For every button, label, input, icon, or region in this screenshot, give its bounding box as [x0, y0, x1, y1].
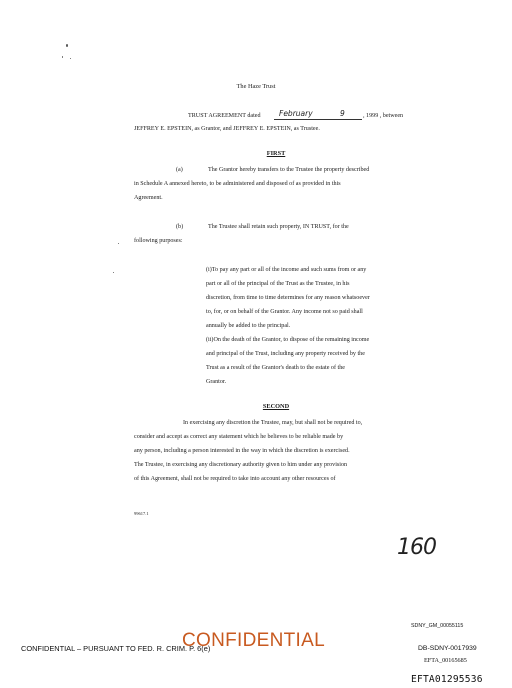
clause-i-line: (i)To pay any part or all of the income and such sums from or any: [206, 267, 367, 273]
agreement-lead: TRUST AGREEMENT dated: [188, 113, 261, 119]
document-code: 99617.1: [134, 511, 149, 516]
bates-efta-small: EFTA_00165685: [424, 657, 467, 664]
second-line: In exercising any discretion the Trustee, may, but shall not be required to,: [183, 420, 363, 426]
date-underline: [274, 119, 362, 120]
handwritten-page-number: 160: [397, 535, 436, 560]
scan-speck: [70, 58, 71, 59]
clause-i-line: to, for, or on behalf of the Grantor. Any income not so paid shall: [206, 309, 363, 315]
second-line: The Trustee, in exercising any discretionary authority given to him under any provision: [134, 462, 348, 468]
bates-efta-main: EFTA01295536: [411, 674, 483, 685]
second-line: of this Agreement, shall not be required to take into account any other resources of: [134, 476, 336, 482]
first-heading: FIRST: [266, 150, 286, 157]
para-b-line: following purposes:: [134, 238, 183, 244]
agreement-year: , 1999 , between: [363, 113, 404, 119]
scan-speck: [113, 272, 114, 273]
second-line: consider and accept as correct any statement which he believes to be reliable made by: [134, 434, 344, 440]
second-line: any person, including a person interested in the way in which the discretion is exercised.: [134, 448, 350, 454]
clause-ii-line: and principal of the Trust, including any property received by the: [206, 351, 365, 357]
para-b-label: (b): [176, 224, 184, 230]
bates-sdny-gm: SDNY_GM_00055115: [411, 623, 464, 629]
para-b-line: The Trustee shall retain such property, IN TRUST, for the: [208, 224, 349, 230]
parties-line: JEFFREY E. EPSTEIN, as Grantor, and JEFFREY E. EPSTEIN, as Trustee.: [134, 126, 320, 132]
para-a-line: in Schedule A annexed hereto, to be administered and disposed of as provided in this: [134, 181, 341, 187]
para-a-line: The Grantor hereby transfers to the Trustee the property described: [208, 167, 370, 173]
clause-i-line: part or all of the principal of the Trust as the Trustee, in his: [206, 281, 350, 287]
clause-i-line: annually be added to the principal.: [206, 323, 291, 329]
handwritten-date-day: 9: [340, 109, 345, 118]
clause-i-line: discretion, from time to time determines for any reason whatsoever: [206, 295, 370, 301]
scan-speck: [62, 56, 63, 58]
second-heading: SECOND: [262, 403, 290, 410]
clause-ii-line: Grantor.: [206, 379, 227, 385]
handwritten-date-month: February: [279, 109, 313, 118]
scan-speck: [66, 44, 68, 47]
confidential-notice: CONFIDENTIAL – PURSUANT TO FED. R. CRIM. P. 6(e): [21, 644, 211, 653]
confidential-stamp: CONFIDENTIAL: [182, 630, 325, 651]
document-title: The Haze Trust: [236, 83, 276, 90]
bates-db-sdny: DB-SDNY-0017939: [418, 645, 477, 652]
scan-speck: [118, 243, 119, 244]
para-a-line: Agreement.: [134, 195, 163, 201]
clause-ii-line: (ii)On the death of the Grantor, to dispose of the remaining income: [206, 337, 370, 343]
para-a-label: (a): [176, 167, 183, 173]
clause-ii-line: Trust as a result of the Grantor's death to the estate of the: [206, 365, 345, 371]
